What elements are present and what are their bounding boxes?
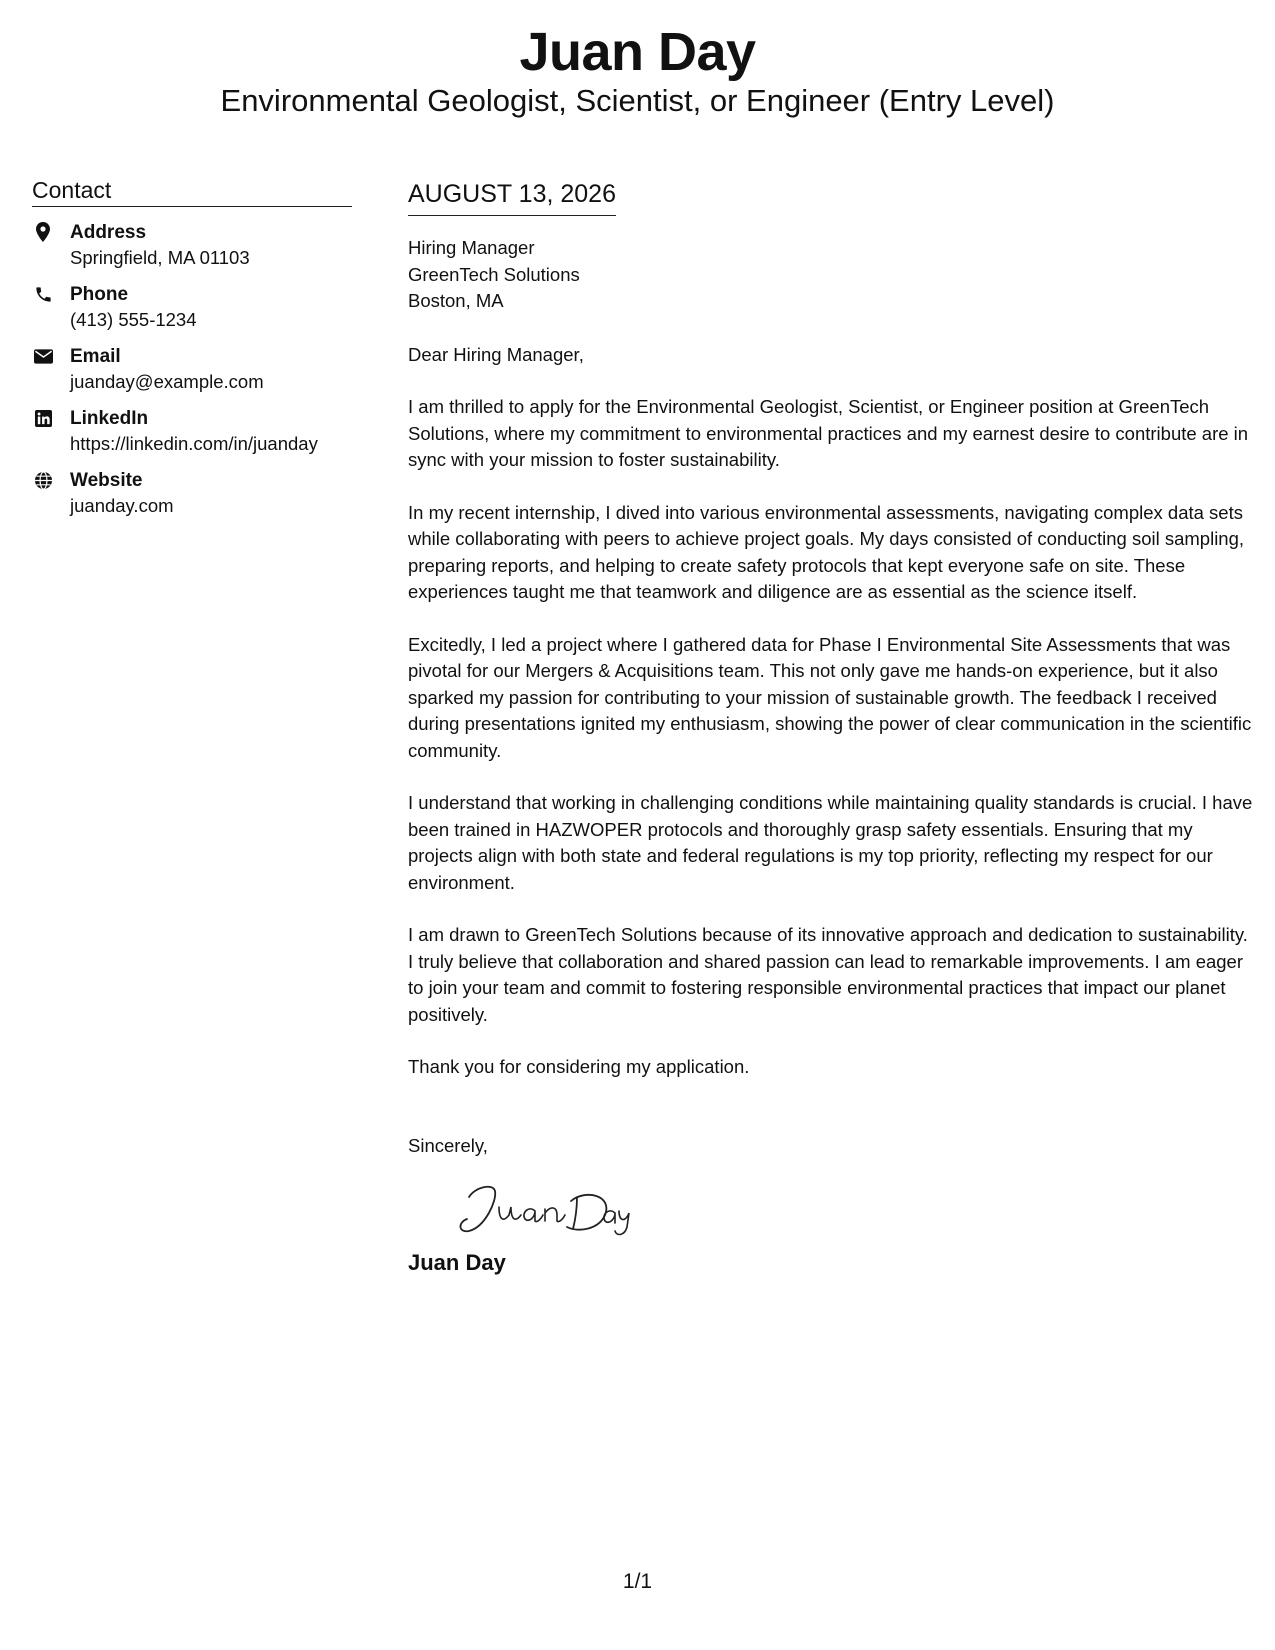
body-paragraph: I am drawn to GreenTech Solutions because of its innovative approach and dedication to sustainability. I truly believe that collaboration and shared passion can lead to remarkable improvements. I am eager to join your team and commit to fostering responsible environmental practices that impact our planet positively. <box>408 924 1248 1025</box>
body-paragraph: I am thrilled to apply for the Environmental Geologist, Scientist, or Engineer position at GreenTech Solutions, where my commitment to environmental practices and my earnest desire to contribute are in sync with your mission to foster sustainability. <box>408 396 1249 470</box>
email-value: juanday@example.com <box>70 371 264 392</box>
contact-heading: Contact <box>32 176 352 207</box>
globe-icon <box>32 469 54 491</box>
contact-sidebar <box>32 176 352 531</box>
letter-body <box>408 178 1253 1277</box>
salutation: Dear Hiring Manager, <box>408 343 584 365</box>
recipient-line: Boston, MA <box>408 290 504 311</box>
signer-name: Juan Day <box>408 1250 506 1275</box>
recipient-line: Hiring Manager <box>408 237 535 258</box>
body-paragraph: I understand that working in challenging conditions while maintaining quality standards is crucial. I have been trained in HAZWOPER protocols and thoroughly grasp safety essentials. Ensuring that my projects align with both state and federal regulations is my top priority, reflecting my respect for our environment. <box>408 792 1253 893</box>
address-value: Springfield, MA 01103 <box>70 247 250 268</box>
envelope-icon <box>32 345 54 367</box>
body-paragraph: Thank you for considering my application. <box>408 1056 750 1077</box>
closing: Sincerely, <box>408 1134 488 1156</box>
contact-label: Email <box>70 346 121 367</box>
applicant-name: Juan Day <box>519 22 756 82</box>
map-pin-icon <box>32 221 54 243</box>
contact-label: Website <box>70 470 143 491</box>
contact-item-linkedin <box>32 407 352 456</box>
handwritten-signature <box>455 1175 1253 1237</box>
page-number: 1/1 <box>622 1570 653 1593</box>
job-title: Environmental Geologist, Scientist, or Engineer (Entry Level) <box>220 83 1055 118</box>
recipient-line: GreenTech Solutions <box>408 263 580 285</box>
contact-item-website <box>32 469 352 518</box>
contact-item-address <box>32 221 352 270</box>
contact-item-email <box>32 345 352 394</box>
letter-date: AUGUST 13, 2026 <box>408 178 616 216</box>
recipient-block <box>408 235 1253 315</box>
contact-label: Address <box>70 222 147 243</box>
contact-list <box>32 221 352 518</box>
phone-value: (413) 555-1234 <box>70 309 197 330</box>
body-paragraph: Excitedly, I led a project where I gathered data for Phase I Environmental Site Assessments that was pivotal for our Mergers & Acquisitions team. This not only gave me hands-on experience, but it also sparked my passion for contributing to your mission of sustainable growth. The feedback I received during presentations ignited my enthusiasm, showing the power of clear communication in the scientific community. <box>408 633 1252 761</box>
linkedin-value[interactable]: https://linkedin.com/in/juanday <box>70 433 318 454</box>
linkedin-icon <box>32 407 54 429</box>
website-value[interactable]: juanday.com <box>70 495 174 516</box>
letter-header <box>0 22 1275 120</box>
phone-icon <box>32 283 54 305</box>
contact-label: LinkedIn <box>70 408 149 429</box>
body-paragraph: In my recent internship, I dived into various environmental assessments, navigating complex data sets while collaborating with peers to achieve project goals. My days consisted of conducting soil sampling, preparing reports, and helping to create safety protocols that kept everyone safe on site. These experiences taught me that teamwork and diligence are as essential as the science itself. <box>408 501 1245 602</box>
contact-label: Phone <box>70 284 129 305</box>
contact-item-phone <box>32 283 352 332</box>
